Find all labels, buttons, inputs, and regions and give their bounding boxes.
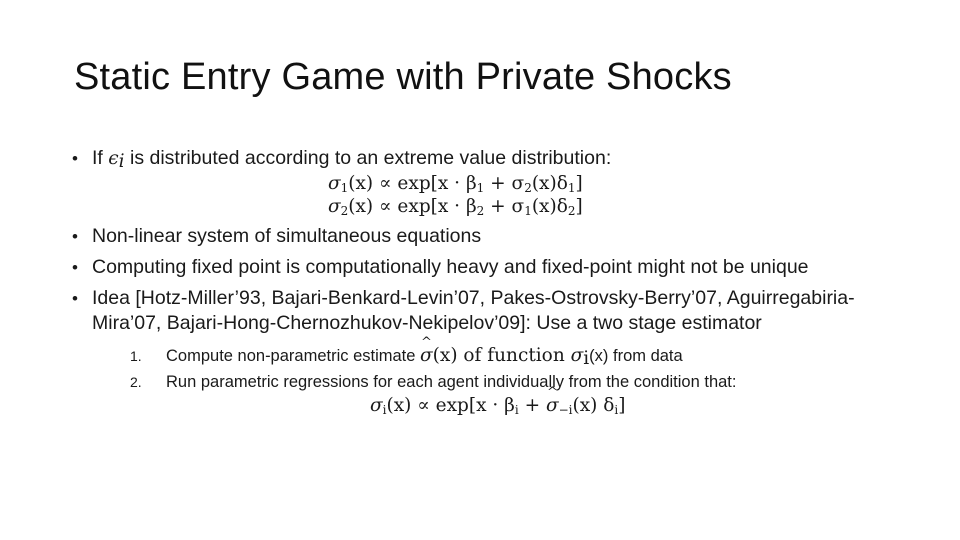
epsilon-subscript: i (118, 151, 125, 172)
list-number: 1. (130, 348, 142, 364)
equation-sigma-i: $\sigma_i(x) \propto \exp[x \cdot \beta_i + \sigma$ $\^{}_{-i}(x)$ $\delta_i$] (112, 394, 872, 418)
equation-sigma1: $\sigma_1(x) \propto \exp[x \cdot \beta_1 + \sigma_2(x)\delta_1]$ (328, 173, 583, 195)
list-item-1: 1. Compute non-parametric estimate σ ^(x) of function $\sigma_i(x)$ from data (112, 344, 872, 370)
slide-content (72, 146, 872, 418)
bullet-text: Non-linear system of simultaneous equations (92, 225, 482, 247)
epsilon-symbol: ϵ (108, 148, 119, 169)
sigma-hat-symbol: σ ^ (420, 344, 433, 367)
bullet-idea (72, 286, 872, 418)
bullet-nonlinear-system (72, 224, 872, 249)
list-item-2: 2. Run parametric regressions for each agent individually from the condition that: (112, 370, 872, 394)
equation-sigma2: $\sigma_2(x) \propto \exp[x \cdot \beta_2 + \sigma_1(x)\delta_2]$ (328, 196, 583, 218)
numbered-list (92, 344, 872, 418)
bullet-text: Computing fixed point is computationally heavy and fixed-point might not be unique (92, 256, 809, 278)
bullet-text-post: is distributed according to an extreme value distribution: (124, 147, 612, 169)
bullet-fixed-point (72, 255, 872, 280)
bullet-extreme-value (72, 146, 872, 218)
bullet-text-pre: If (92, 147, 109, 169)
equation-block (92, 172, 872, 218)
slide-title: Static Entry Game with Private Shocks (74, 56, 732, 98)
list-number: 2. (130, 374, 142, 390)
bullet-text: Idea [Hotz-Miller’93, Bajari-Benkard-Levin’07, Pakes-Ostrovsky-Berry’07, Aguirregabiria-Mira’07, Bajari-Hong-Chernozhukov-Nekipelov’09]: Use a two stage estimator (92, 287, 855, 334)
